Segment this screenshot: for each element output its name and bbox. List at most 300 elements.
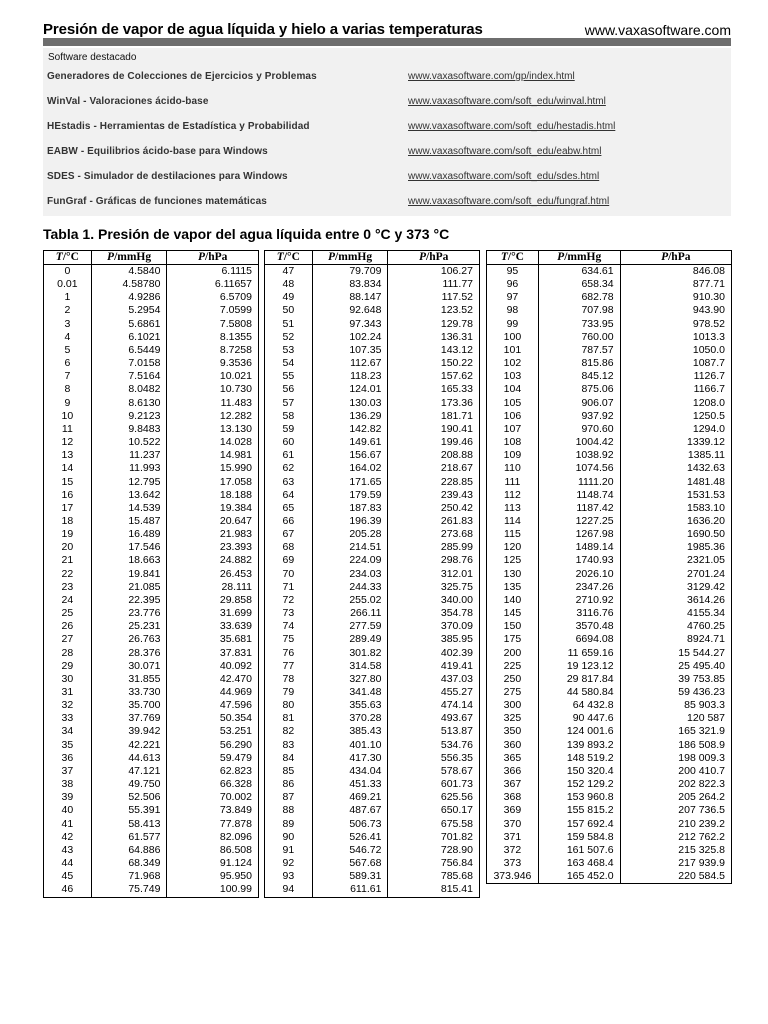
page-title: Presión de vapor de agua líquida y hielo a varias temperaturas [43,21,483,38]
pressure-hpa-cell: 8.7258 [167,344,259,357]
header-temperature: T/°C [44,251,92,265]
temperature-cell: 29 [61,659,74,672]
temperature-cell: 42 [61,830,74,843]
temperature-cell: 86 [282,778,295,791]
pressure-mmhg-cell: 1074.56 [538,462,620,475]
temperature-cell: 20 [61,541,74,554]
pressure-mmhg-cell: 33.730 [91,686,167,699]
pressure-mmhg-cell: 118.23 [312,370,388,383]
table-row [265,870,480,883]
temperature-cell: 102 [503,357,522,370]
temperature-cell: 175 [503,633,522,646]
pressure-mmhg-cell: 434.04 [312,765,388,778]
temperature-cell: 80 [282,699,295,712]
pressure-hpa-cell: 28.111 [167,581,259,594]
table-row [265,647,480,660]
pressure-mmhg-cell: 148 519.2 [538,752,620,765]
pressure-mmhg-cell: 1038.92 [538,449,620,462]
temperature-cell: 250 [503,672,522,685]
temperature-cell: 9 [64,396,71,409]
temperature-cell: 145 [503,607,522,620]
table-row [44,554,259,567]
header-temperature: T/°C [265,251,313,265]
temperature-cell: 89 [282,817,295,830]
pressure-mmhg-cell: 7.5164 [91,370,167,383]
pressure-hpa-cell: 56.290 [167,739,259,752]
temperature-cell: 350 [503,725,522,738]
table-row [487,357,732,370]
pressure-hpa-cell: 340.00 [388,594,480,607]
temperature-cell: 120 [503,541,522,554]
temperature-cell: 27 [61,633,74,646]
pressure-hpa-cell: 21.983 [167,528,259,541]
pressure-hpa-cell: 625.56 [388,791,480,804]
table-row [265,397,480,410]
pressure-hpa-cell: 117.52 [388,291,480,304]
temperature-cell: 55 [282,370,295,383]
temperature-cell: 19 [61,528,74,541]
pressure-mmhg-cell: 205.28 [312,528,388,541]
temperature-cell: 48 [282,278,295,291]
temperature-cell: 0 [64,265,71,277]
pressure-mmhg-cell: 937.92 [538,410,620,423]
temperature-cell: 87 [282,791,295,804]
pressure-hpa-cell: 73.849 [167,804,259,817]
pressure-hpa-cell: 207 736.5 [620,804,731,817]
temperature-cell: 31 [61,686,74,698]
pressure-mmhg-cell: 29 817.84 [538,673,620,686]
table-row [265,515,480,528]
table-row [44,515,259,528]
table-row [487,844,732,857]
pressure-hpa-cell: 556.35 [388,752,480,765]
pressure-mmhg-cell: 157 692.4 [538,818,620,831]
temperature-cell: 114 [504,514,521,527]
pressure-hpa-cell: 100.99 [167,883,259,897]
pressure-hpa-cell: 437.03 [388,673,480,686]
software-name: EABW - Equilibrios ácido-base para Windows [47,146,268,157]
temperature-cell: 110 [504,462,521,475]
pressure-hpa-cell: 186 508.9 [620,739,731,752]
temperature-cell: 106 [503,409,522,422]
pressure-mmhg-cell: 124.01 [312,383,388,396]
table-row [487,291,732,304]
table-row [487,778,732,791]
table-row [487,489,732,502]
pressure-mmhg-cell: 589.31 [312,870,388,883]
temperature-cell: 107 [503,422,522,435]
pressure-mmhg-cell: 23.776 [91,607,167,620]
pressure-mmhg-cell: 2710.92 [538,594,620,607]
table-row [265,660,480,673]
pressure-hpa-cell: 129.78 [388,318,480,331]
pressure-mmhg-cell: 196.39 [312,515,388,528]
pressure-hpa-cell: 33.639 [167,620,259,633]
temperature-cell: 36 [61,751,74,764]
table-row [44,818,259,831]
temperature-cell: 365 [503,751,522,764]
table-row [487,541,732,554]
temperature-cell: 150 [503,620,522,633]
pressure-hpa-cell: 210 239.2 [620,818,731,831]
pressure-mmhg-cell: 733.95 [538,318,620,331]
temperature-cell: 369 [503,804,522,817]
pressure-mmhg-cell: 155 815.2 [538,804,620,817]
table-row [44,660,259,673]
table-row [44,541,259,554]
pressure-hpa-cell: 17.058 [167,476,259,489]
table-row [487,331,732,344]
software-item [47,169,727,185]
table-row [44,462,259,475]
temperature-cell: 3 [64,317,71,330]
pressure-hpa-cell: 208.88 [388,449,480,462]
table-row [44,804,259,817]
table-row [487,304,732,317]
pressure-mmhg-cell: 5.2954 [91,304,167,317]
table-row [265,752,480,765]
table-row [265,331,480,344]
pressure-mmhg-cell: 102.24 [312,331,388,344]
pressure-mmhg-cell: 152 129.2 [538,778,620,791]
pressure-mmhg-cell: 15.487 [91,515,167,528]
pressure-hpa-cell: 385.95 [388,633,480,646]
table-row [265,554,480,567]
pressure-mmhg-cell: 546.72 [312,844,388,857]
table-row [265,739,480,752]
pressure-mmhg-cell: 42.221 [91,739,167,752]
pressure-mmhg-cell: 21.085 [91,581,167,594]
temperature-cell: 83 [282,738,295,751]
header-pressure-hpa: P/hPa [167,251,259,265]
pressure-hpa-cell: 12.282 [167,410,259,423]
software-link[interactable]: www.vaxasoftware.com/soft_edu/fungraf.html [408,196,610,207]
pressure-mmhg-cell: 35.700 [91,699,167,712]
pressure-mmhg-cell: 14.539 [91,502,167,515]
pressure-hpa-cell: 165.33 [388,383,480,396]
pressure-mmhg-cell: 1004.42 [538,436,620,449]
table-row [44,883,259,897]
temperature-cell: 84 [282,751,295,764]
temperature-cell: 52 [282,330,295,343]
pressure-mmhg-cell: 156.67 [312,449,388,462]
pressure-mmhg-cell: 83.834 [312,278,388,291]
software-link[interactable]: www.vaxasoftware.com/soft_edu/eabw.html [408,146,602,157]
table-row [487,436,732,449]
table-row [487,831,732,844]
pressure-mmhg-cell: 506.73 [312,818,388,831]
pressure-mmhg-cell: 11.993 [91,462,167,475]
table-row [44,318,259,331]
software-name: SDES - Simulador de destilaciones para Windows [47,171,288,182]
pressure-mmhg-cell: 92.648 [312,304,388,317]
header-temperature: T/°C [487,251,539,265]
table-row [487,318,732,331]
table-row [44,489,259,502]
temperature-cell: 57 [282,396,295,409]
temperature-cell: 200 [503,646,522,659]
table-row [265,765,480,778]
temperature-cell: 75 [282,633,295,646]
software-link[interactable]: www.vaxasoftware.com/gp/index.html [408,71,575,82]
pressure-hpa-cell: 47.596 [167,699,259,712]
temperature-cell: 17 [61,501,74,514]
table-row [265,265,480,279]
pressure-hpa-cell: 35.681 [167,633,259,646]
temperature-cell: 35 [61,738,74,751]
table-row [44,712,259,725]
pressure-hpa-cell: 40.092 [167,660,259,673]
pressure-mmhg-cell: 55.391 [91,804,167,817]
temperature-cell: 104 [503,383,522,396]
pressure-hpa-cell: 4760.25 [620,620,731,633]
temperature-cell: 44 [61,857,74,870]
pressure-hpa-cell: 199.46 [388,436,480,449]
table-row [44,699,259,712]
table-row [44,370,259,383]
pressure-hpa-cell: 136.31 [388,331,480,344]
pressure-hpa-cell: 15 544.27 [620,647,731,660]
table-row [265,568,480,581]
pressure-mmhg-cell: 214.51 [312,541,388,554]
temperature-cell: 40 [61,804,74,817]
table-header-row [487,251,732,265]
table-row [487,594,732,607]
temperature-cell: 68 [282,541,295,554]
pressure-mmhg-cell: 234.03 [312,568,388,581]
temperature-cell: 368 [503,791,522,804]
pressure-hpa-cell: 29.858 [167,594,259,607]
site-url[interactable]: www.vaxasoftware.com [584,22,731,38]
software-name: Generadores de Colecciones de Ejercicios y Problemas [47,71,317,82]
pressure-mmhg-cell: 1148.74 [538,489,620,502]
table-row [44,581,259,594]
pressure-mmhg-cell: 469.21 [312,791,388,804]
table-caption: Tabla 1. Presión de vapor del agua líquida entre 0 °C y 373 °C [43,226,450,242]
pressure-mmhg-cell: 355.63 [312,699,388,712]
vapor-pressure-table-1 [43,250,259,898]
table-row [44,383,259,396]
software-name: FunGraf - Gráficas de funciones matemáticas [47,196,267,207]
temperature-cell: 71 [282,580,295,593]
pressure-hpa-cell: 273.68 [388,528,480,541]
pressure-hpa-cell: 325.75 [388,581,480,594]
software-link[interactable]: www.vaxasoftware.com/soft_edu/hestadis.html [408,121,616,132]
table-row [44,476,259,489]
pressure-mmhg-cell: 682.78 [538,291,620,304]
pressure-mmhg-cell: 19 123.12 [538,660,620,673]
temperature-cell: 59 [282,422,295,435]
pressure-mmhg-cell: 417.30 [312,752,388,765]
pressure-mmhg-cell: 39.942 [91,725,167,738]
pressure-mmhg-cell: 88.147 [312,291,388,304]
table-row [265,541,480,554]
pressure-hpa-cell: 31.699 [167,607,259,620]
pressure-mmhg-cell: 2026.10 [538,568,620,581]
software-name: WinVal - Valoraciones ácido-base [47,96,209,107]
temperature-cell: 109 [503,449,522,462]
temperature-cell: 140 [503,593,522,606]
table-row [265,804,480,817]
pressure-mmhg-cell: 8.0482 [91,383,167,396]
pressure-mmhg-cell: 6694.08 [538,633,620,646]
table-row [487,515,732,528]
pressure-hpa-cell: 978.52 [620,318,731,331]
pressure-mmhg-cell: 5.6861 [91,318,167,331]
table-row [44,673,259,686]
table-row [44,857,259,870]
table-row [487,804,732,817]
temperature-cell: 79 [282,686,295,698]
pressure-hpa-cell: 402.39 [388,647,480,660]
pressure-mmhg-cell: 13.642 [91,489,167,502]
pressure-hpa-cell: 1985.36 [620,541,731,554]
temperature-cell: 73 [282,607,295,620]
temperature-cell: 373.946 [493,870,532,883]
pressure-mmhg-cell: 6.5449 [91,344,167,357]
featured-software-heading: Software destacado [48,52,137,63]
pressure-mmhg-cell: 31.855 [91,673,167,686]
pressure-mmhg-cell: 1267.98 [538,528,620,541]
pressure-hpa-cell: 2701.24 [620,568,731,581]
temperature-cell: 11 [61,422,73,435]
temperature-cell: 81 [282,712,295,725]
pressure-mmhg-cell: 64 432.8 [538,699,620,712]
software-link[interactable]: www.vaxasoftware.com/soft_edu/winval.html [408,96,606,107]
temperature-cell: 21 [61,554,74,567]
table-row [487,278,732,291]
table-row [44,331,259,344]
pressure-hpa-cell: 70.002 [167,791,259,804]
temperature-cell: 7 [64,370,71,383]
pressure-hpa-cell: 10.021 [167,370,259,383]
table-row [487,581,732,594]
table-row [487,568,732,581]
table-row [265,607,480,620]
table-row [487,370,732,383]
pressure-hpa-cell: 943.90 [620,304,731,317]
pressure-hpa-cell: 6.1115 [167,265,259,279]
pressure-mmhg-cell: 611.61 [312,883,388,897]
table-row [44,752,259,765]
table-row [44,528,259,541]
temperature-cell: 360 [503,738,522,751]
pressure-mmhg-cell: 18.663 [91,554,167,567]
pressure-hpa-cell: 86.508 [167,844,259,857]
temperature-cell: 97 [506,291,519,304]
pressure-mmhg-cell: 385.43 [312,725,388,738]
pressure-mmhg-cell: 224.09 [312,554,388,567]
temperature-cell: 33 [61,712,74,725]
temperature-cell: 95 [506,265,519,277]
pressure-hpa-cell: 601.73 [388,778,480,791]
temperature-cell: 90 [282,830,295,843]
temperature-cell: 135 [503,580,522,593]
pressure-hpa-cell: 1250.5 [620,410,731,423]
pressure-mmhg-cell: 4.5840 [91,265,167,279]
page-header [43,20,731,40]
pressure-hpa-cell: 37.831 [167,647,259,660]
pressure-hpa-cell: 455.27 [388,686,480,699]
pressure-hpa-cell: 6.5709 [167,291,259,304]
temperature-cell: 60 [282,436,295,449]
pressure-hpa-cell: 143.12 [388,344,480,357]
pressure-hpa-cell: 106.27 [388,265,480,279]
temperature-cell: 66 [282,514,295,527]
vapor-pressure-table-2 [264,250,480,898]
temperature-cell: 62 [282,462,295,475]
pressure-mmhg-cell: 171.65 [312,476,388,489]
pressure-mmhg-cell: 3116.76 [538,607,620,620]
pressure-hpa-cell: 261.83 [388,515,480,528]
table-row [265,304,480,317]
pressure-hpa-cell: 120 587 [620,712,731,725]
pressure-hpa-cell: 419.41 [388,660,480,673]
table-row [44,449,259,462]
table-row [265,831,480,844]
pressure-hpa-cell: 7.5808 [167,318,259,331]
temperature-cell: 70 [282,567,295,580]
temperature-cell: 76 [282,646,295,659]
table-row [265,686,480,699]
temperature-cell: 130 [503,567,522,580]
pressure-hpa-cell: 1050.0 [620,344,731,357]
temperature-cell: 41 [61,817,74,830]
pressure-mmhg-cell: 52.506 [91,791,167,804]
pressure-mmhg-cell: 487.67 [312,804,388,817]
table-row [487,423,732,436]
pressure-mmhg-cell: 10.522 [91,436,167,449]
temperature-cell: 96 [506,278,519,291]
pressure-mmhg-cell: 25.231 [91,620,167,633]
software-link[interactable]: www.vaxasoftware.com/soft_edu/sdes.html [408,171,600,182]
pressure-mmhg-cell: 4.58780 [91,278,167,291]
pressure-mmhg-cell: 149.61 [312,436,388,449]
pressure-hpa-cell: 91.124 [167,857,259,870]
pressure-mmhg-cell: 112.67 [312,357,388,370]
temperature-cell: 13 [61,449,74,462]
table-row [265,383,480,396]
pressure-hpa-cell: 11.483 [167,397,259,410]
table-row [487,818,732,831]
table-row [265,673,480,686]
table-row [44,291,259,304]
pressure-mmhg-cell: 161 507.6 [538,844,620,857]
table-row [44,502,259,515]
table-row [265,725,480,738]
pressure-mmhg-cell: 75.749 [91,883,167,897]
pressure-hpa-cell: 650.17 [388,804,480,817]
pressure-hpa-cell: 2321.05 [620,554,731,567]
temperature-cell: 4 [64,330,71,343]
pressure-hpa-cell: 6.11657 [167,278,259,291]
table-row [487,765,732,778]
pressure-hpa-cell: 220 584.5 [620,870,731,884]
table-row [265,594,480,607]
table-row [265,712,480,725]
pressure-mmhg-cell: 277.59 [312,620,388,633]
table-row [487,383,732,396]
temperature-cell: 63 [282,475,295,488]
pressure-mmhg-cell: 845.12 [538,370,620,383]
pressure-hpa-cell: 181.71 [388,410,480,423]
pressure-hpa-cell: 190.41 [388,423,480,436]
pressure-mmhg-cell: 159 584.8 [538,831,620,844]
temperature-cell: 45 [61,870,74,883]
pressure-hpa-cell: 493.67 [388,712,480,725]
pressure-mmhg-cell: 61.577 [91,831,167,844]
temperature-cell: 25 [61,607,74,620]
